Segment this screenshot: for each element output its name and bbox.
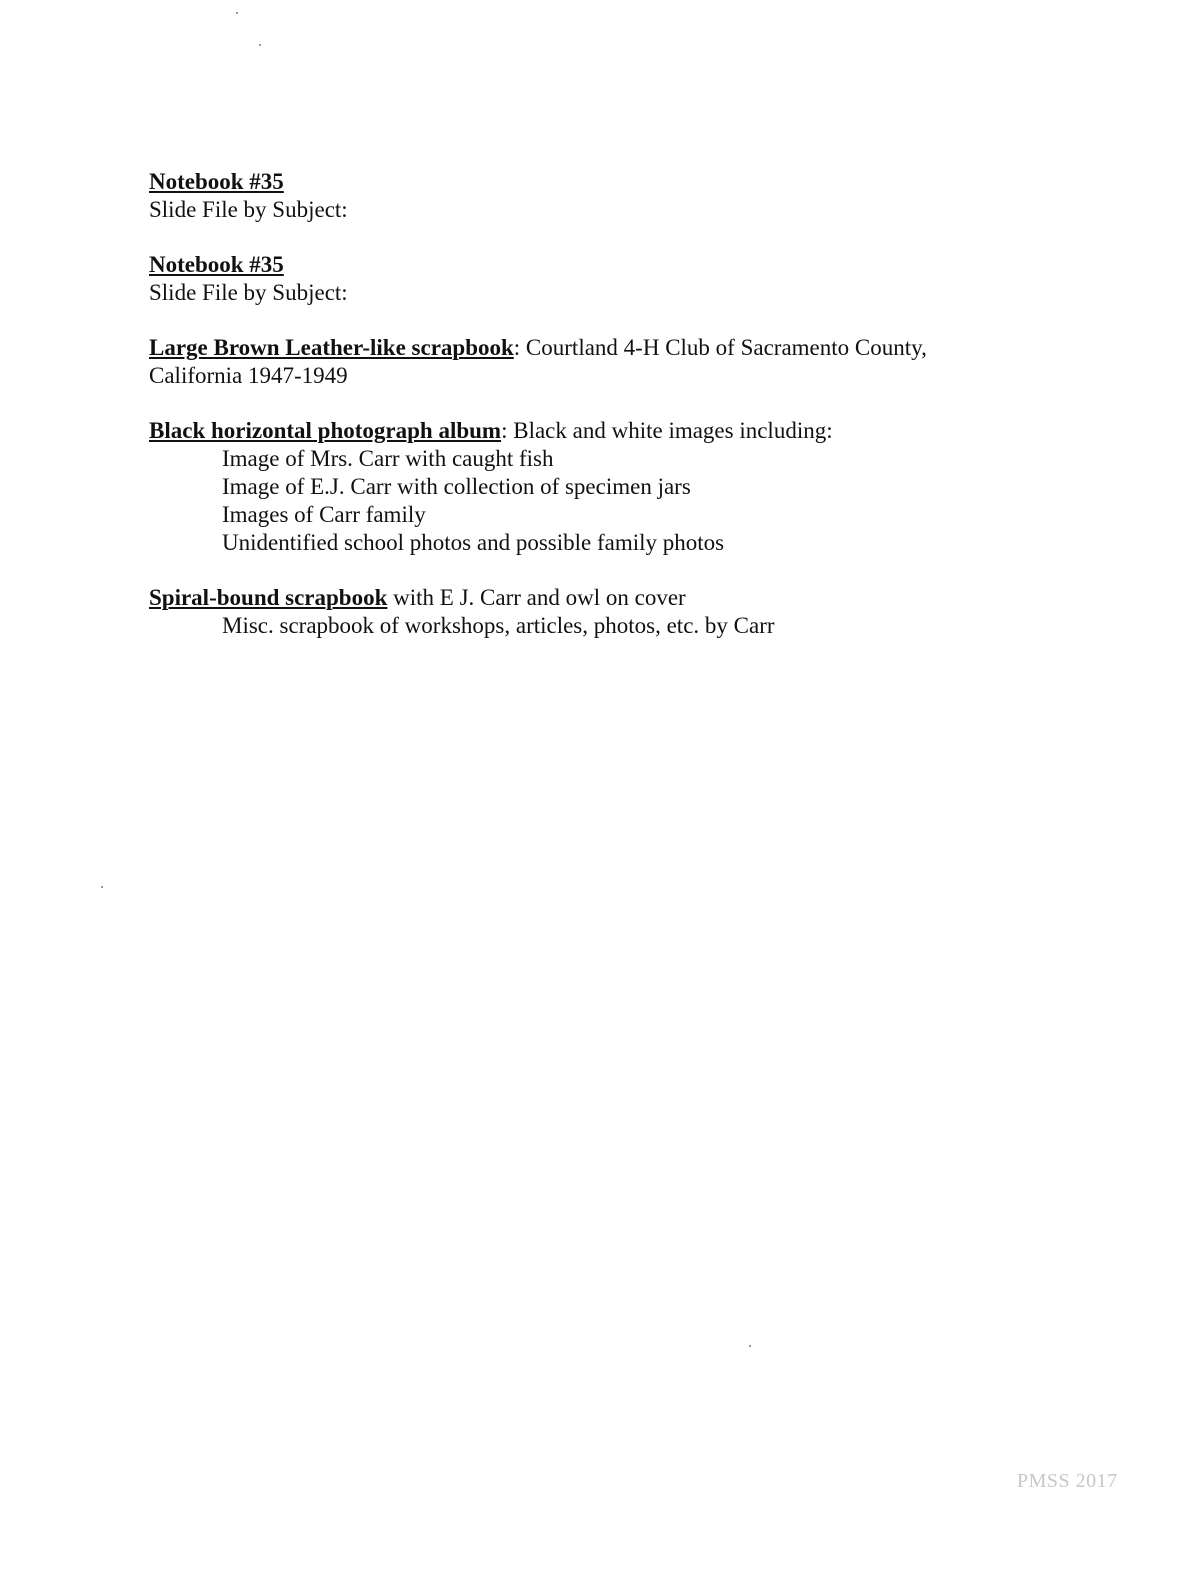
section-heading-line [149,417,1049,445]
notebook-section-2 [149,251,1049,307]
section-heading-line [149,334,1049,362]
scan-speck [749,1345,751,1347]
list-item: Misc. scrapbook of workshops, articles, photos, etc. by Carr [222,613,775,638]
list-item: Images of Carr family [222,502,426,527]
list-item: Image of Mrs. Carr with caught fish [222,446,554,471]
section-heading: Spiral-bound scrapbook [149,585,388,610]
photo-album-section [149,417,1049,557]
section-heading: Notebook #35 [149,169,284,194]
scrapbook-section [149,334,1049,390]
list-item: Image of E.J. Carr with collection of specimen jars [222,474,691,499]
spiral-scrapbook-section [149,584,1049,640]
section-heading-line [149,168,1049,196]
section-description: Slide File by Subject: [149,197,348,222]
section-heading-line [149,584,1049,612]
section-heading-line [149,251,1049,279]
section-heading-suffix: with E J. Carr and owl on cover [387,585,686,610]
section-heading-suffix: : Black and white images including: [501,418,833,443]
section-description: Slide File by Subject: [149,280,348,305]
archive-watermark: PMSS 2017 [1017,1470,1118,1492]
section-heading: Black horizontal photograph album [149,418,502,443]
section-heading: Large Brown Leather-like scrapbook [149,335,514,360]
document-body [149,168,1049,667]
section-heading-suffix: : Courtland 4-H Club of Sacramento County, [513,335,927,360]
section-heading: Notebook #35 [149,252,284,277]
scan-speck [101,886,103,888]
list-item: Unidentified school photos and possible family photos [222,530,725,555]
scan-speck [236,12,238,14]
section-description: California 1947-1949 [149,363,348,388]
scan-speck [259,44,261,46]
notebook-section-1 [149,168,1049,224]
